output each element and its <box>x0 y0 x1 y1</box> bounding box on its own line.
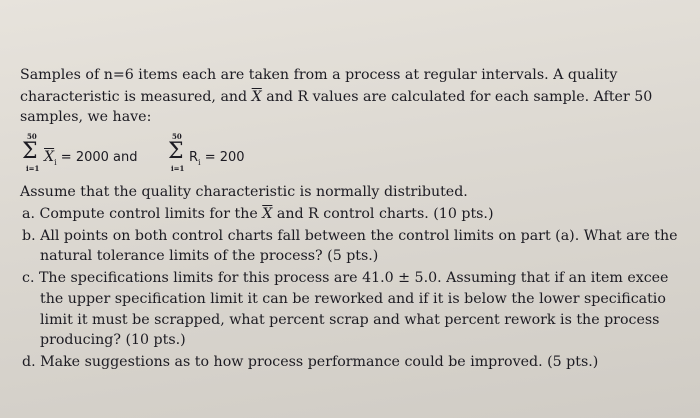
part-c-text-1: c. The specifications limits for this process are 41.0 ± 5.0. Assuming that if an item excee <box>22 270 669 286</box>
part-a-xbar: $\overline{X}$ <box>262 206 273 222</box>
sum2-upper-limit: 50 <box>172 132 182 141</box>
eq2-variable: R <box>189 150 199 165</box>
intro-line-3 <box>20 108 151 126</box>
part-c-text-4: producing? (10 pts.) <box>40 332 186 348</box>
part-a-pre: a. Compute control limits for the <box>22 206 263 222</box>
part-a <box>22 205 493 223</box>
assumption-line <box>20 183 468 201</box>
intro-line-2 <box>20 88 652 106</box>
part-c-line-2 <box>40 290 666 308</box>
eq2 <box>189 148 245 172</box>
intro-text-2-post: and R values are calculated for each sample. After 50 <box>261 89 653 105</box>
intro-text-2-pre: characteristic is measured, and <box>20 89 252 105</box>
assumption-text: Assume that the quality characteristic is normally distributed. <box>20 184 468 200</box>
part-c-line-1 <box>22 269 668 287</box>
intro-line-1 <box>20 66 617 84</box>
sum1-upper-limit: 50 <box>27 132 37 141</box>
sum1-lower-limit: i=1 <box>26 164 40 173</box>
part-c-line-3 <box>40 311 659 329</box>
part-b-text-1: b. All points on both control charts fall between the control limits on part (a). What are the <box>22 228 678 244</box>
sum2-symbol: Σ <box>168 139 184 164</box>
part-c-line-4 <box>40 331 186 349</box>
part-d <box>22 353 598 371</box>
part-b-line-1 <box>22 227 678 245</box>
eq1-variable: $\overline{X}$ <box>44 149 55 165</box>
part-b-line-2 <box>40 247 378 265</box>
eq2-subscript: i <box>198 157 201 167</box>
sum2-lower-limit: i=1 <box>171 164 185 173</box>
part-a-post: and R control charts. (10 pts.) <box>272 206 494 222</box>
eq2-rest: = 200 <box>200 150 245 165</box>
sum1-symbol: Σ <box>22 139 38 164</box>
xbar-symbol: $\overline{X}$ <box>251 89 262 105</box>
eq1-subscript: i <box>54 157 57 167</box>
part-d-text: d. Make suggestions as to how process performance could be improved. (5 pts.) <box>22 354 599 370</box>
intro-text-1: Samples of n=6 items each are taken from a process at regular intervals. A quality <box>20 67 618 83</box>
part-c-text-2: the upper specification limit it can be reworked and if it is below the lower specificatio <box>40 291 666 307</box>
eq1-rest: = 2000 and <box>56 150 138 165</box>
intro-text-3: samples, we have: <box>20 109 152 125</box>
eq1 <box>44 148 138 172</box>
part-b-text-2: natural tolerance limits of the process? (5 pts.) <box>40 248 379 264</box>
part-c-text-3: limit it must be scrapped, what percent scrap and what percent rework is the process <box>40 312 660 328</box>
